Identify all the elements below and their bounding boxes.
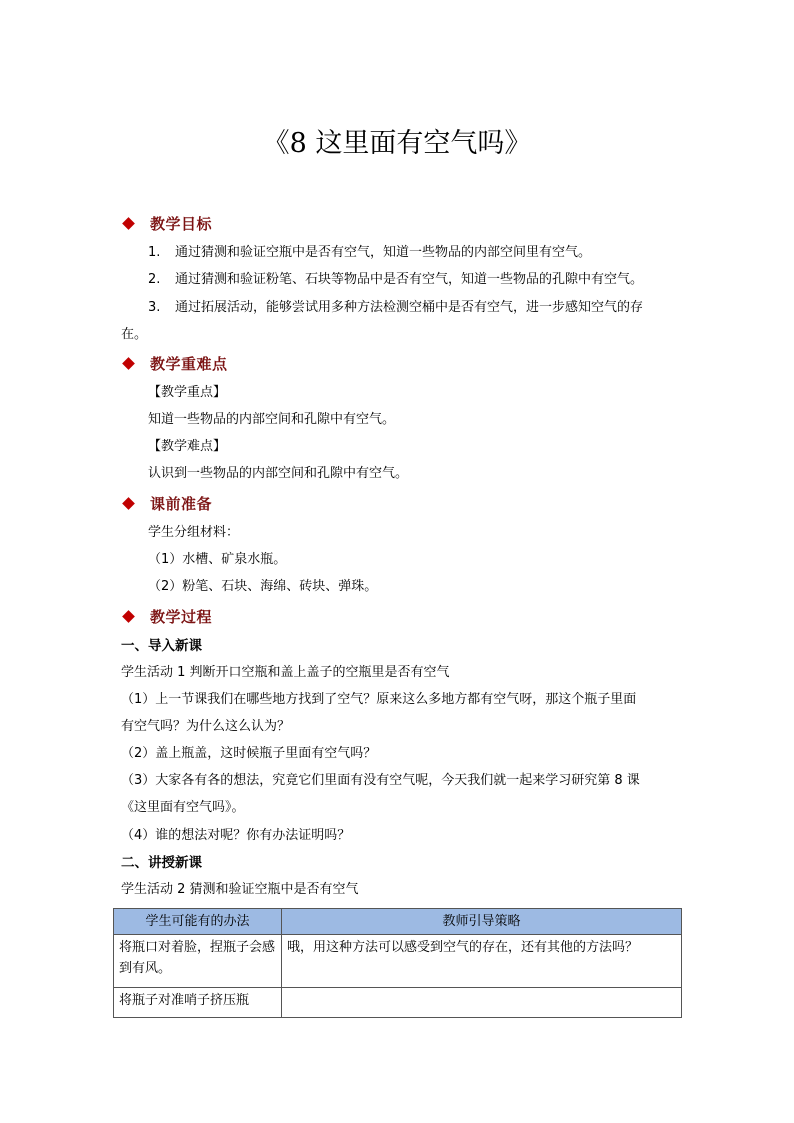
paragraph-line: （1）上一节课我们在哪些地方找到了空气？原来这么多地方都有空气呀，那这个瓶子里面 [121, 692, 637, 707]
section-goals [122, 211, 212, 235]
paragraph-line: （2）盖上瓶盖，这时候瓶子里面有空气吗？ [121, 746, 377, 761]
activity-heading: 学生活动 2 猜测和验证空瓶中是否有空气 [121, 882, 359, 897]
diamond-bullet-icon [122, 357, 135, 370]
diamond-bullet-icon [122, 610, 135, 623]
key-point-label: 【教学重点】 [148, 385, 227, 400]
diamond-bullet-icon [122, 497, 135, 510]
hard-point-label: 【教学难点】 [148, 439, 227, 454]
prep-item: （1）水槽、矿泉水瓶。 [148, 552, 287, 567]
table-header-cell: 学生可能有的办法 [114, 909, 282, 935]
page-title: 《8 这里面有空气吗》 [262, 128, 532, 159]
activity-heading: 学生活动 1 判断开口空瓶和盖上盖子的空瓶里是否有空气 [121, 665, 450, 680]
table-cell: 将瓶子对准哨子挤压瓶 [114, 988, 282, 1018]
diamond-bullet-icon [122, 217, 135, 230]
table-row [114, 935, 682, 988]
paragraph-line: （4）谁的想法对呢？你有办法证明吗？ [121, 828, 351, 843]
section-process [122, 604, 212, 628]
prep-item: （2）粉笔、石块、海绵、砖块、弹珠。 [148, 579, 378, 594]
strategy-table [113, 908, 682, 1018]
section-title: 教学重难点 [150, 354, 228, 373]
paragraph-line: （3）大家各有各的想法，究竟它们里面有没有空气呢，今天我们就一起来学习研究第 8 课 [121, 773, 640, 788]
section-title: 课前准备 [150, 494, 213, 513]
paragraph-line: 有空气吗？为什么这么认为？ [121, 719, 291, 734]
prep-intro: 学生分组材料： [148, 525, 240, 540]
paragraph-line: 《这里面有空气吗》。 [121, 800, 245, 815]
section-title: 教学目标 [150, 214, 213, 233]
goal-item: 2. 通过猜测和验证粉笔、石块等物品中是否有空气，知道一些物品的孔隙中有空气。 [148, 272, 644, 287]
table-cell: 将瓶口对着脸，捏瓶子会感到有风。 [114, 935, 282, 988]
table-cell [282, 988, 682, 1018]
goal-item-continuation: 在。 [121, 327, 148, 342]
key-point-text: 知道一些物品的内部空间和孔隙中有空气。 [148, 412, 396, 427]
table-header-row [114, 909, 682, 935]
table-cell: 哦，用这种方法可以感受到空气的存在，还有其他的方法吗？ [282, 935, 682, 988]
section-difficulty [122, 351, 228, 375]
table-row [114, 988, 682, 1018]
part-heading: 一、导入新课 [121, 638, 202, 654]
section-prep [122, 491, 212, 515]
hard-point-text: 认识到一些物品的内部空间和孔隙中有空气。 [148, 466, 409, 481]
table-header-cell: 教师引导策略 [282, 909, 682, 935]
part-heading: 二、讲授新课 [121, 855, 202, 871]
goal-item: 1. 通过猜测和验证空瓶中是否有空气，知道一些物品的内部空间里有空气。 [148, 245, 592, 260]
section-title: 教学过程 [150, 607, 213, 626]
goal-item: 3. 通过拓展活动，能够尝试用多种方法检测空桶中是否有空气，进一步感知空气的存 [148, 300, 644, 315]
